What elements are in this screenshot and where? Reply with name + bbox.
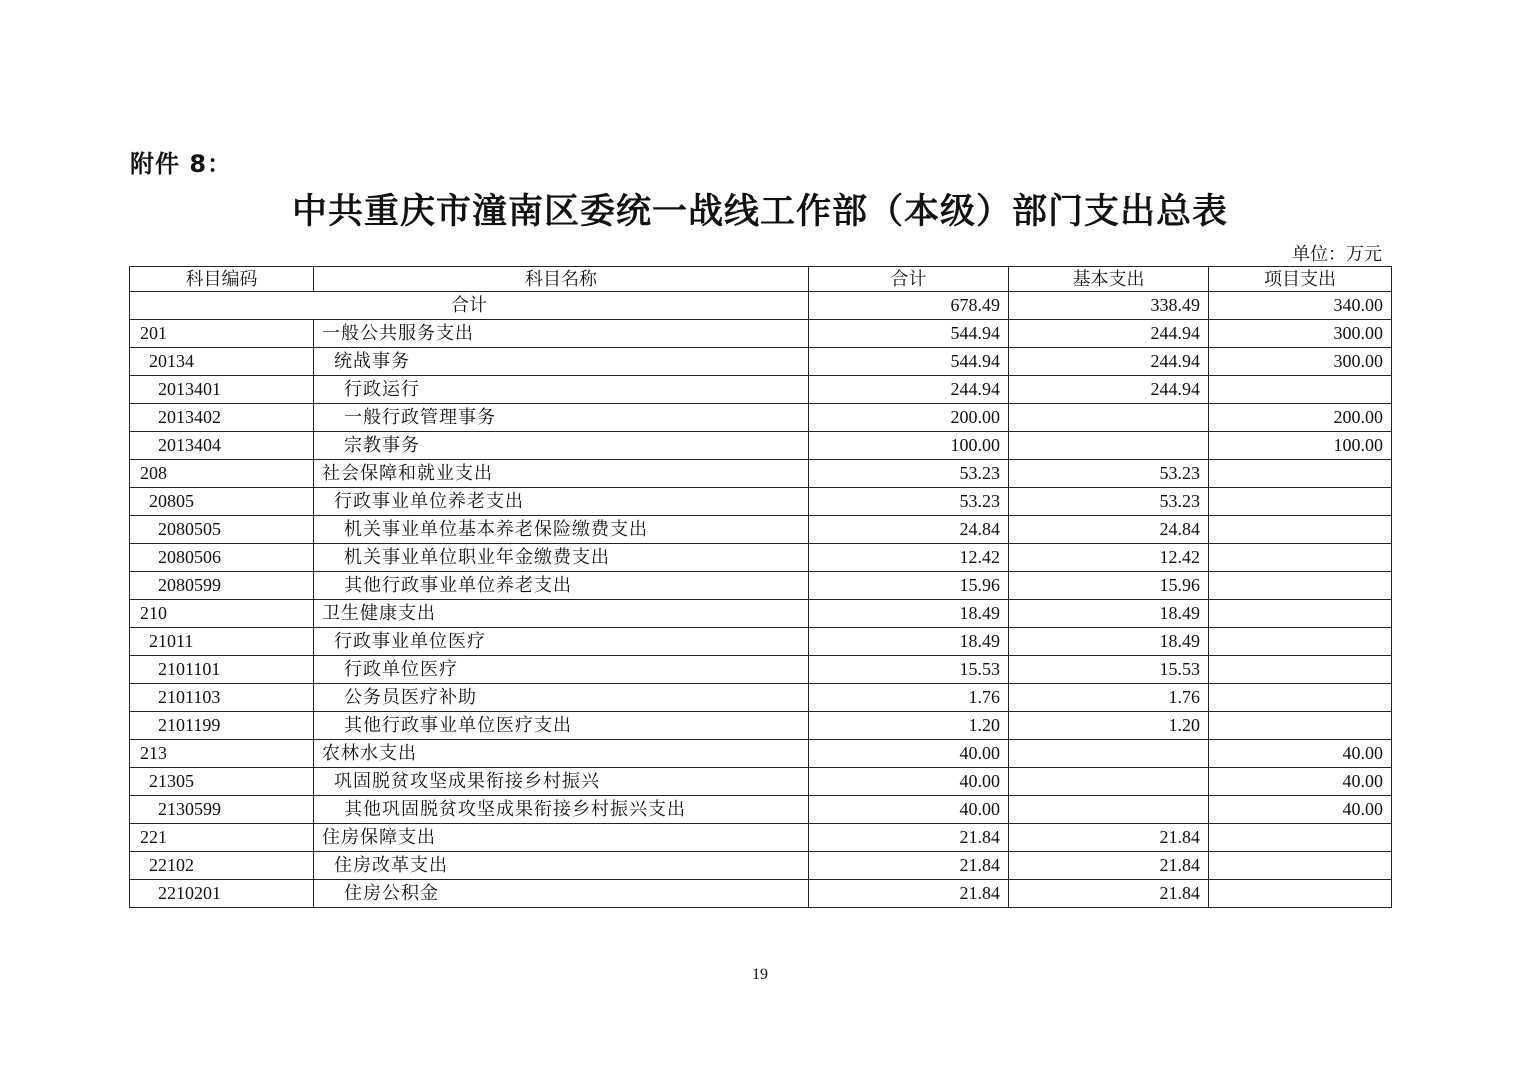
code-cell: 2080506 (130, 544, 314, 572)
basic-cell: 338.49 (1009, 292, 1209, 320)
project-cell (1209, 684, 1392, 712)
name-cell: 一般公共服务支出 (314, 320, 809, 348)
code-cell: 210 (130, 600, 314, 628)
total-row (130, 292, 1392, 320)
total-cell: 21.84 (809, 852, 1009, 880)
expenditure-table (129, 266, 1392, 908)
basic-cell: 1.76 (1009, 684, 1209, 712)
code-cell: 2013402 (130, 404, 314, 432)
table-row (130, 880, 1392, 908)
name-cell: 其他行政事业单位养老支出 (314, 572, 809, 600)
total-cell: 21.84 (809, 880, 1009, 908)
basic-cell: 244.94 (1009, 320, 1209, 348)
name-cell: 巩固脱贫攻坚成果衔接乡村振兴 (314, 768, 809, 796)
project-cell (1209, 516, 1392, 544)
project-cell (1209, 376, 1392, 404)
project-cell: 300.00 (1209, 348, 1392, 376)
total-cell: 1.20 (809, 712, 1009, 740)
code-cell: 213 (130, 740, 314, 768)
code-cell: 21305 (130, 768, 314, 796)
project-cell (1209, 628, 1392, 656)
page-title: 中共重庆市潼南区委统一战线工作部（本级）部门支出总表 (291, 192, 1228, 232)
project-cell (1209, 824, 1392, 852)
total-cell: 40.00 (809, 796, 1009, 824)
total-cell: 15.53 (809, 656, 1009, 684)
total-cell: 1.76 (809, 684, 1009, 712)
basic-cell: 15.96 (1009, 572, 1209, 600)
table-row (130, 600, 1392, 628)
code-cell: 22102 (130, 852, 314, 880)
basic-cell (1009, 796, 1209, 824)
name-cell: 公务员医疗补助 (314, 684, 809, 712)
code-cell: 20134 (130, 348, 314, 376)
project-cell (1209, 880, 1392, 908)
basic-cell: 18.49 (1009, 600, 1209, 628)
table-header-row (130, 267, 1392, 292)
table-row (130, 572, 1392, 600)
total-cell: 18.49 (809, 628, 1009, 656)
project-cell (1209, 600, 1392, 628)
basic-cell (1009, 404, 1209, 432)
table-row (130, 376, 1392, 404)
basic-cell: 21.84 (1009, 852, 1209, 880)
name-cell: 住房保障支出 (314, 824, 809, 852)
total-cell: 24.84 (809, 516, 1009, 544)
name-cell: 一般行政管理事务 (314, 404, 809, 432)
code-cell: 221 (130, 824, 314, 852)
table-row (130, 656, 1392, 684)
name-cell: 社会保障和就业支出 (314, 460, 809, 488)
name-cell: 其他行政事业单位医疗支出 (314, 712, 809, 740)
table-row (130, 768, 1392, 796)
table-row (130, 740, 1392, 768)
basic-cell: 12.42 (1009, 544, 1209, 572)
basic-cell: 244.94 (1009, 348, 1209, 376)
code-cell: 201 (130, 320, 314, 348)
code-cell: 2013401 (130, 376, 314, 404)
project-cell (1209, 656, 1392, 684)
table-row (130, 684, 1392, 712)
table-row (130, 796, 1392, 824)
total-cell: 12.42 (809, 544, 1009, 572)
code-cell: 2101199 (130, 712, 314, 740)
basic-cell: 18.49 (1009, 628, 1209, 656)
code-cell: 2210201 (130, 880, 314, 908)
basic-cell (1009, 432, 1209, 460)
column-header-name: 科目名称 (314, 267, 809, 292)
project-cell: 200.00 (1209, 404, 1392, 432)
project-cell: 40.00 (1209, 740, 1392, 768)
table-row (130, 348, 1392, 376)
table-row (130, 460, 1392, 488)
page-number: 19 (752, 966, 768, 983)
name-cell: 其他巩固脱贫攻坚成果衔接乡村振兴支出 (314, 796, 809, 824)
table-row (130, 628, 1392, 656)
total-cell: 544.94 (809, 348, 1009, 376)
basic-cell: 244.94 (1009, 376, 1209, 404)
total-cell: 244.94 (809, 376, 1009, 404)
name-cell: 行政事业单位医疗 (314, 628, 809, 656)
table-row (130, 824, 1392, 852)
basic-cell: 53.23 (1009, 488, 1209, 516)
basic-cell: 15.53 (1009, 656, 1209, 684)
basic-cell: 21.84 (1009, 824, 1209, 852)
table-row (130, 516, 1392, 544)
basic-cell (1009, 740, 1209, 768)
name-cell: 机关事业单位职业年金缴费支出 (314, 544, 809, 572)
basic-cell: 1.20 (1009, 712, 1209, 740)
project-cell: 40.00 (1209, 796, 1392, 824)
column-header-project: 项目支出 (1209, 267, 1392, 292)
total-cell: 15.96 (809, 572, 1009, 600)
project-cell: 300.00 (1209, 320, 1392, 348)
project-cell (1209, 712, 1392, 740)
code-cell: 2080505 (130, 516, 314, 544)
table-row (130, 712, 1392, 740)
table-row (130, 404, 1392, 432)
name-cell: 卫生健康支出 (314, 600, 809, 628)
project-cell (1209, 852, 1392, 880)
name-cell: 行政单位医疗 (314, 656, 809, 684)
total-cell: 53.23 (809, 488, 1009, 516)
name-cell: 宗教事务 (314, 432, 809, 460)
code-cell: 20805 (130, 488, 314, 516)
name-cell: 行政运行 (314, 376, 809, 404)
name-cell: 机关事业单位基本养老保险缴费支出 (314, 516, 809, 544)
code-cell: 208 (130, 460, 314, 488)
project-cell: 100.00 (1209, 432, 1392, 460)
project-cell: 40.00 (1209, 768, 1392, 796)
total-cell: 678.49 (809, 292, 1009, 320)
total-cell: 100.00 (809, 432, 1009, 460)
total-cell: 53.23 (809, 460, 1009, 488)
basic-cell: 21.84 (1009, 880, 1209, 908)
project-cell (1209, 460, 1392, 488)
table-row (130, 488, 1392, 516)
name-cell: 住房改革支出 (314, 852, 809, 880)
name-cell: 行政事业单位养老支出 (314, 488, 809, 516)
total-cell: 40.00 (809, 768, 1009, 796)
table-row (130, 544, 1392, 572)
total-cell: 18.49 (809, 600, 1009, 628)
code-cell: 21011 (130, 628, 314, 656)
basic-cell: 53.23 (1009, 460, 1209, 488)
column-header-basic: 基本支出 (1009, 267, 1209, 292)
code-cell: 2101101 (130, 656, 314, 684)
table-row (130, 852, 1392, 880)
project-cell: 340.00 (1209, 292, 1392, 320)
name-cell: 农林水支出 (314, 740, 809, 768)
basic-cell: 24.84 (1009, 516, 1209, 544)
total-cell: 200.00 (809, 404, 1009, 432)
table-row (130, 432, 1392, 460)
unit-label: 单位：万元 (1292, 244, 1382, 264)
code-cell: 2013404 (130, 432, 314, 460)
table-row (130, 320, 1392, 348)
project-cell (1209, 572, 1392, 600)
project-cell (1209, 488, 1392, 516)
total-cell: 544.94 (809, 320, 1009, 348)
total-label: 合计 (130, 292, 809, 320)
code-cell: 2101103 (130, 684, 314, 712)
basic-cell (1009, 768, 1209, 796)
code-cell: 2080599 (130, 572, 314, 600)
column-header-total: 合计 (809, 267, 1009, 292)
attachment-label: 附件 8： (130, 150, 233, 178)
total-cell: 21.84 (809, 824, 1009, 852)
name-cell: 统战事务 (314, 348, 809, 376)
code-cell: 2130599 (130, 796, 314, 824)
column-header-code: 科目编码 (130, 267, 314, 292)
name-cell: 住房公积金 (314, 880, 809, 908)
project-cell (1209, 544, 1392, 572)
total-cell: 40.00 (809, 740, 1009, 768)
